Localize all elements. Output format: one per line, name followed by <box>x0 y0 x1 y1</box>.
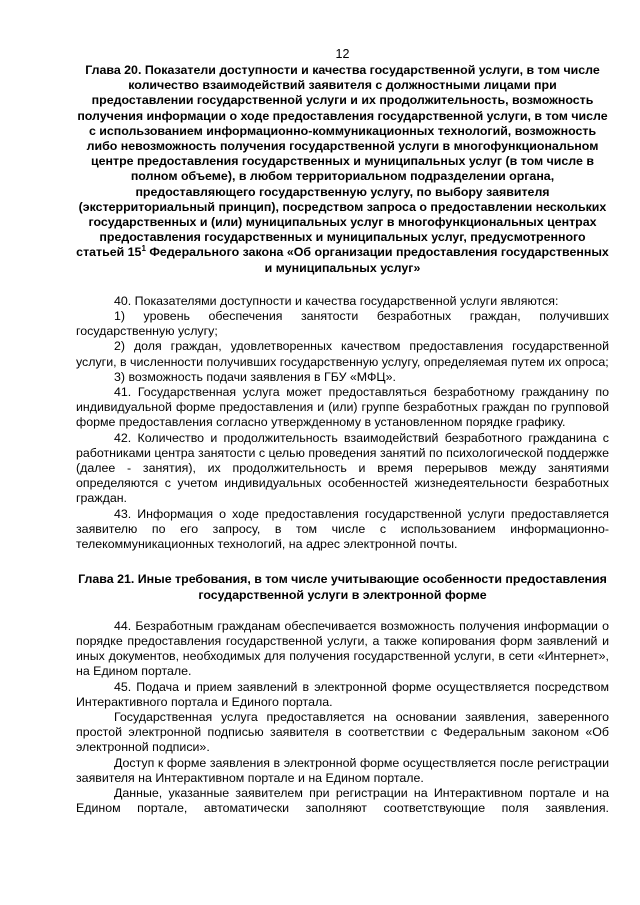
chapter-20-heading <box>76 63 609 276</box>
chapter-20-heading-text: Глава 20. Показатели доступности и качества государственной услуги, в том числе количество взаимодействий заявителя с должностными лицами при предоставлении государственной услуги и их продолжительность, возможность получения информации о ходе предоставления государственной услуги, в том числе с использованием информационно-коммуникационных технологий, возможность либо невозможность получения государственной услуги в многофункциональном центре предоставления государственных и муниципальных услуг (в том числе в полном объеме), в любом территориальном подразделении органа, предоставляющего государственную услугу, по выбору заявителя (экстерриториальный принцип), посредством запроса о предоставлении нескольких государственных и (или) муниципальных услуг в многофункциональных центрах предоставления государственных и муниципальных услуг, предусмотренного статьей 15 <box>76 63 608 260</box>
paragraph-43: 43. Информация о ходе предоставления государственной услуги предоставляется заявителю по его запросу, в том числе с использованием информационно-телекоммуникационных технологий, на адрес электронной почты. <box>76 506 609 552</box>
paragraph-40-item-3: 3) возможность подачи заявления в ГБУ «МФЦ». <box>114 369 396 384</box>
paragraph-45: 45. Подача и прием заявлений в электронной форме осуществляется посредством Интерактивного портала и Единого портала. <box>76 679 609 709</box>
paragraph-41: 41. Государственная услуга может предоставляться безработному гражданину по индивидуальной форме предоставления и (или) группе безработных граждан по групповой форме предоставления согласно утвержденному в установленном порядке графику. <box>76 385 609 430</box>
paragraph-form-access: Доступ к форме заявления в электронной форме осуществляется после регистрации заявителя на Интерактивном портале и на Едином портале. <box>76 755 609 785</box>
paragraph-40-item-1: 1) уровень обеспечения занятости безработных граждан, получивших государственную услугу; <box>76 309 609 339</box>
paragraph-40: 40. Показателями доступности и качества государственной услуги являются: <box>114 293 559 308</box>
paragraph-signature: Государственная услуга предоставляется на основании заявления, заверенного простой электронной подписью заявителя в соответствии с Федеральным законом «Об электронной подписи». <box>76 709 609 755</box>
article-superscript: 1 <box>141 244 146 254</box>
paragraph-registration-data: Данные, указанные заявителем при регистрации на Интерактивном портале и на Едином портале, автоматически заполняют соответствующие поля заявления. <box>76 785 609 816</box>
paragraph-40-item-2: 2) доля граждан, удовлетворенных качеством предоставления государственной услуги, в численности получивших государственную услугу, определяемая путем их опроса; <box>76 339 609 369</box>
document-page <box>76 0 609 816</box>
paragraph-42: 42. Количество и продолжительность взаимодействий безработного гражданина с работниками центра занятости с целью проведения занятий по психологической поддержке (далее - занятия), их продолжительность и время перерывов между занятиями определяются с учетом индивидуальных особенностей жизнедеятельности безработных граждан. <box>76 430 609 506</box>
chapter-20-heading-text-end: Федерального закона «Об организации предоставления государственных и муниципальных услуг» <box>145 245 609 275</box>
page-number: 12 <box>335 47 350 61</box>
paragraph-44: 44. Безработным гражданам обеспечивается возможность получения информации о порядке предоставления государственной услуги, а также копирования форм заявлений и иных документов, необходимых для получения государственной услуги, в сети «Интернет», на Едином портале. <box>76 618 609 679</box>
chapter-21-heading: Глава 21. Иные требования, в том числе учитывающие особенности предоставления государственной услуги в электронной форме <box>78 572 607 602</box>
